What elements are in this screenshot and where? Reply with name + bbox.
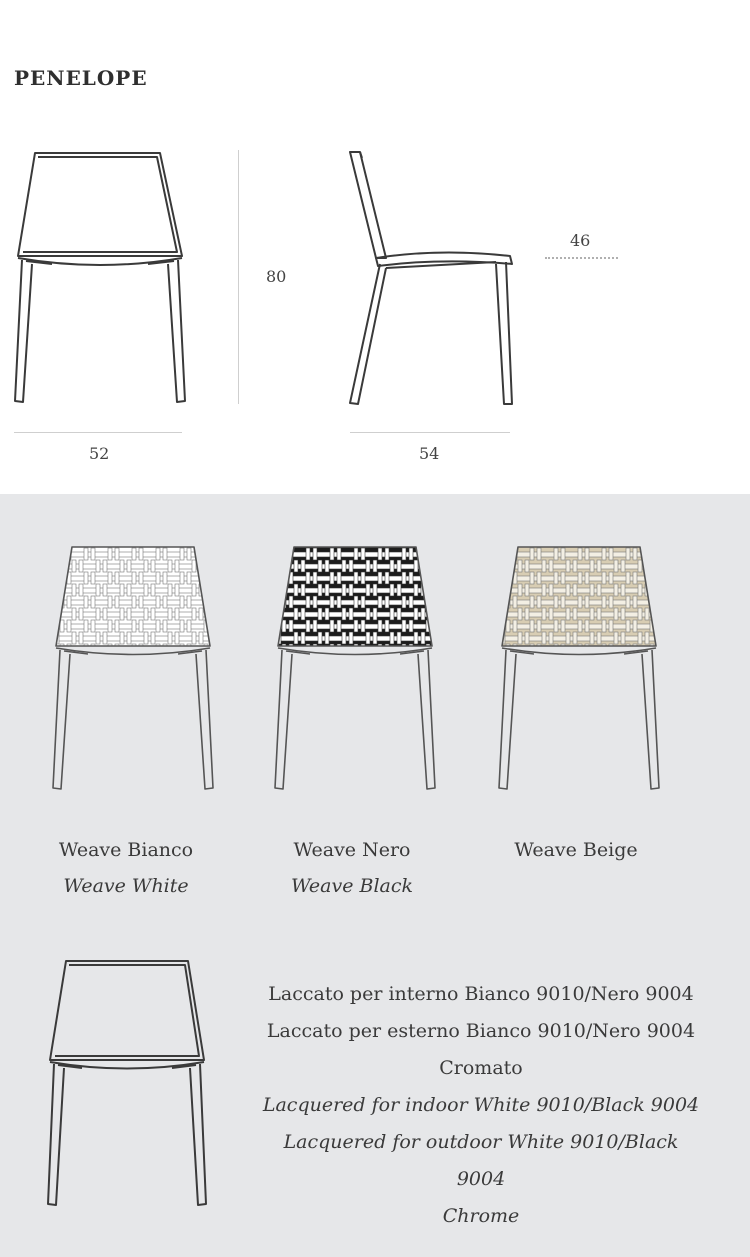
depth-dimension-label: 54 xyxy=(419,444,440,463)
chair-frame-finishes xyxy=(42,956,212,1212)
seat-height-dimension-line xyxy=(545,257,618,259)
height-dimension-line xyxy=(238,150,239,404)
finish-chrome-it: Cromato xyxy=(439,1057,523,1079)
variant-name-it-bianco: Weave Bianco xyxy=(58,839,194,861)
width-dimension-line xyxy=(14,432,182,433)
chair-weave-bianco xyxy=(48,542,218,794)
width-dimension-label: 52 xyxy=(89,444,110,463)
variant-name-en-black: Weave Black xyxy=(290,875,414,897)
finish-outdoor-it: Laccato per esterno Bianco 9010/Nero 9004 xyxy=(266,1020,696,1042)
finish-indoor-it: Laccato per interno Bianco 9010/Nero 9004 xyxy=(268,983,694,1005)
finish-chrome-en: Chrome xyxy=(442,1205,520,1227)
variant-name-en-white: Weave White xyxy=(63,875,189,897)
variant-name-it-nero: Weave Nero xyxy=(293,839,411,861)
depth-dimension-line xyxy=(350,432,510,433)
finish-outdoor-en: Lacquered for outdoor White 9010/Black 9004 xyxy=(283,1131,679,1190)
variant-name-it-beige: Weave Beige xyxy=(514,839,638,861)
height-dimension-label: 80 xyxy=(266,267,287,286)
chair-weave-beige xyxy=(494,542,664,794)
finishes-list xyxy=(262,976,700,1235)
product-title: PENELOPE xyxy=(14,66,148,90)
chair-weave-nero xyxy=(270,542,440,794)
chair-side-view xyxy=(340,148,520,410)
chair-front-view xyxy=(10,148,190,410)
finish-indoor-en: Lacquered for indoor White 9010/Black 9004 xyxy=(262,1094,700,1116)
seat-height-dimension-label: 46 xyxy=(570,231,591,250)
